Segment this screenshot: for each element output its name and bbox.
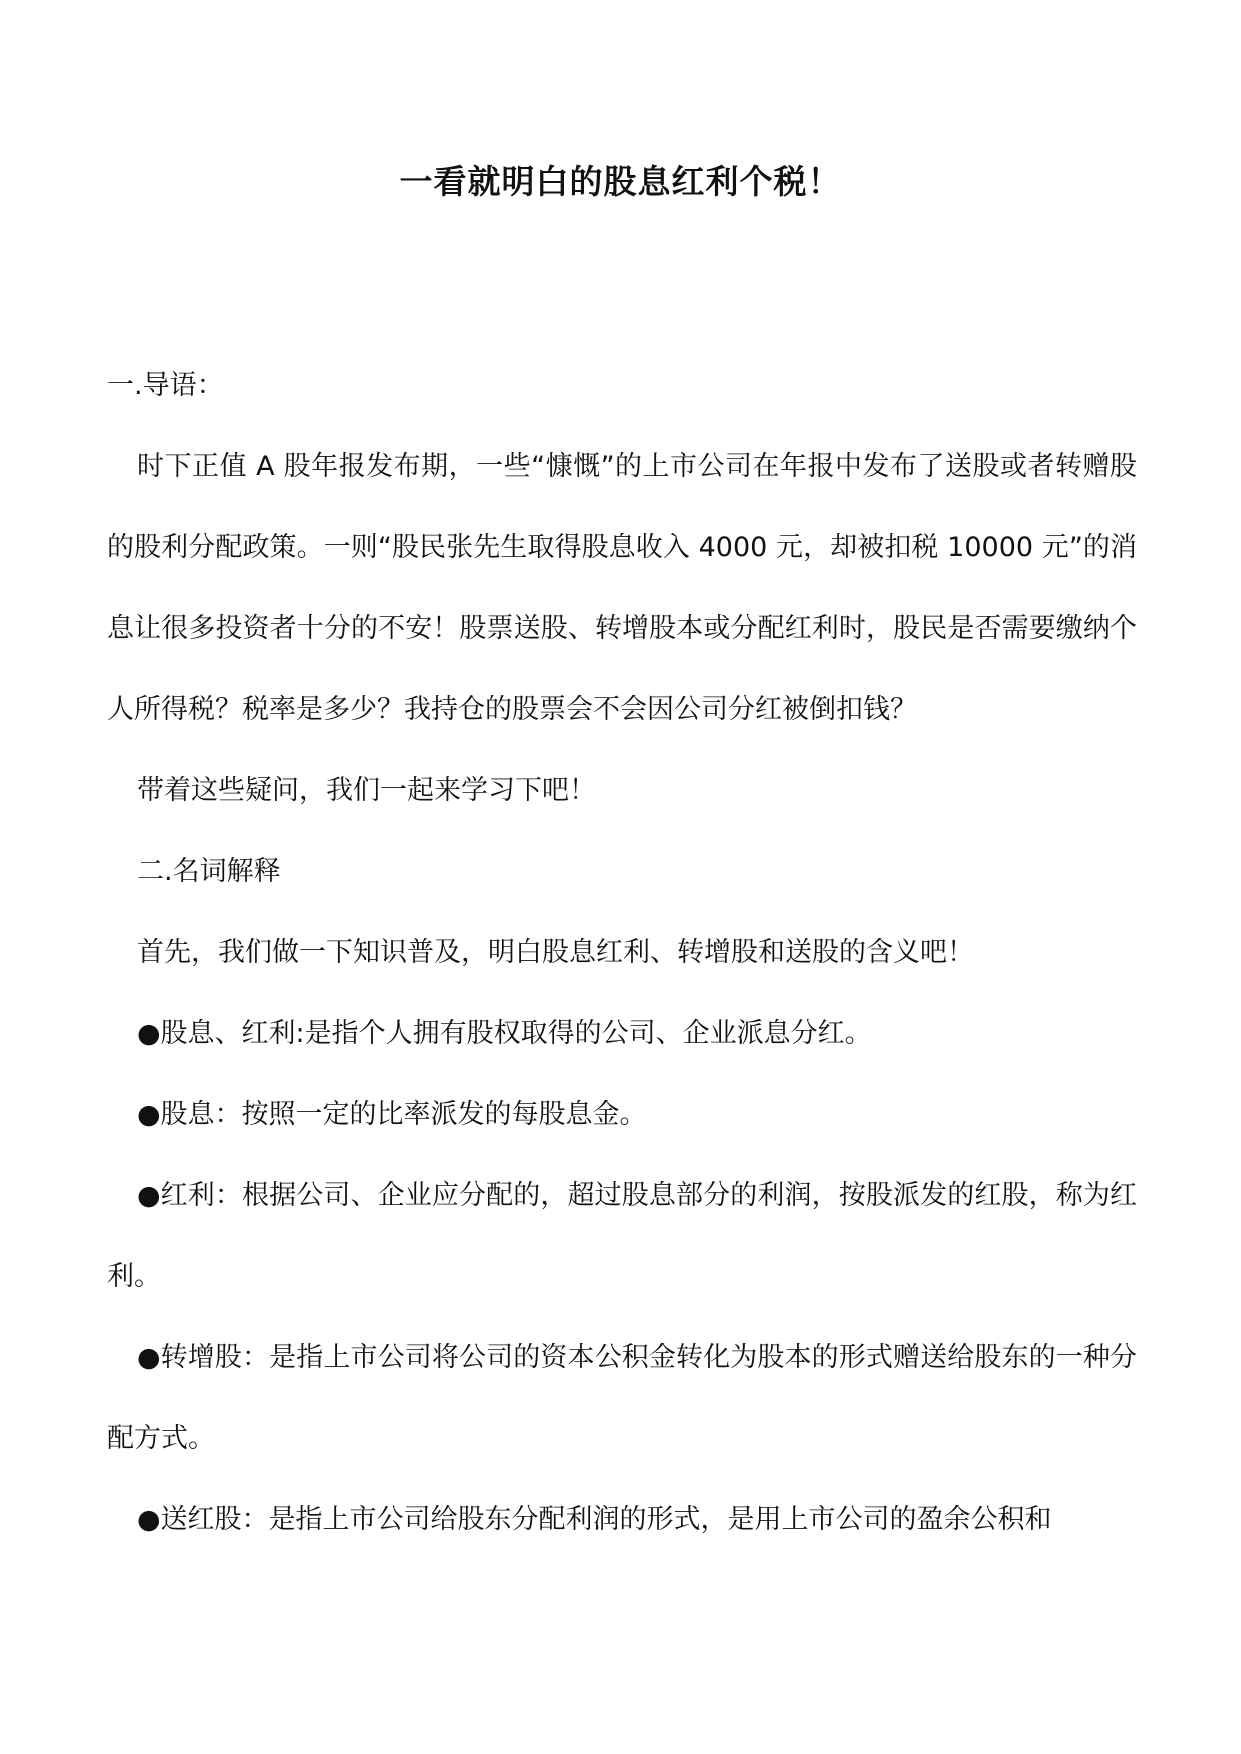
section-heading-terms: 二.名词解释: [137, 856, 281, 887]
term-definition-dividend-bonus: ●股息、红利:是指个人拥有股权取得的公司、企业派息分红。: [137, 1018, 872, 1049]
terms-intro-paragraph: 首先，我们做一下知识普及，明白股息红利、转增股和送股的含义吧！: [137, 937, 974, 968]
term-definition-conversion-shares: ●转增股：是指上市公司将公司的资本公积金转化为股本的形式赠送给股东的一种分配方式。: [107, 1342, 1137, 1454]
intro-paragraph: 时下正值 A 股年报发布期，一些“慷慨”的上市公司在年报中发布了送股或者转赠股的股利分配政策。一则“股民张先生取得股息收入 4000 元，却被扣税 10000 元”的消息让很多投资者十分的不安！股票送股、转增股本或分配红利时，股民是否需要缴纳个人所得税？税率是多少？我持仓的股票会不会因公司分红被倒扣钱？: [107, 451, 1137, 725]
document-body: [107, 345, 1137, 1560]
document-title: 一看就明白的股息红利个税！: [399, 162, 842, 201]
term-definition-dividend: ●股息：按照一定的比率派发的每股息金。: [137, 1099, 647, 1130]
intro-paragraph-closing: 带着这些疑问，我们一起来学习下吧！: [137, 775, 596, 806]
term-definition-bonus-shares: ●送红股：是指上市公司给股东分配利润的形式，是用上市公司的盈余公积和: [137, 1504, 1052, 1535]
term-definition-bonus: ●红利：根据公司、企业应分配的，超过股息部分的利润，按股派发的红股，称为红利。: [107, 1180, 1137, 1292]
section-heading-intro: 一.导语：: [107, 370, 224, 401]
